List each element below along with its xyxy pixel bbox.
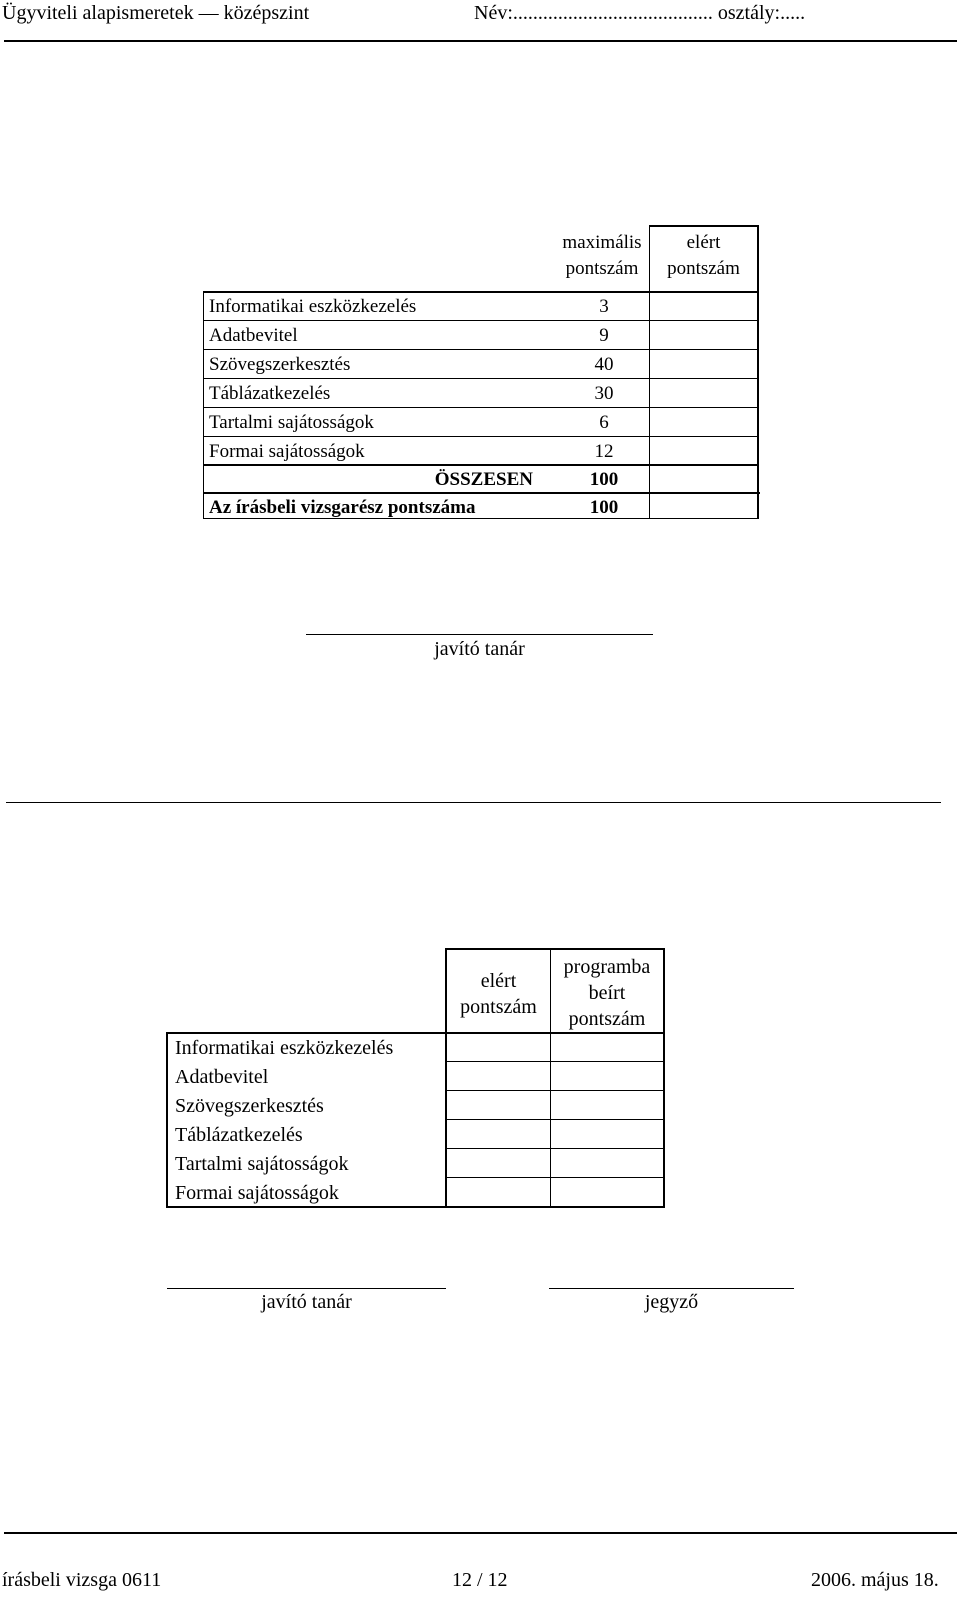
t2-header-program: programba beírt pontszám [563, 956, 651, 1030]
header-title: Ügyviteli alapismeretek — középszint [2, 2, 310, 24]
t1-row-sep [203, 436, 759, 437]
score-table [203, 225, 763, 525]
t1-row-label: Formai sajátosságok [209, 441, 365, 462]
t1-row-max: 30 [594, 383, 614, 404]
t1-row-sep [203, 349, 759, 350]
t2-row-sep [445, 1061, 665, 1062]
t1-row-sep [203, 378, 759, 379]
t1-written-max: 100 [589, 497, 619, 518]
t1-row-label: Adatbevitel [209, 325, 298, 346]
t2-row-sep [445, 1177, 665, 1178]
t1-row-max: 9 [599, 325, 609, 346]
t2-row-sep [166, 1032, 665, 1034]
footer-date: 2006. május 18. [811, 1569, 939, 1591]
signature-line [167, 1288, 446, 1289]
t2-border-left [166, 1032, 168, 1208]
t2-row-label: Adatbevitel [175, 1066, 269, 1088]
entry-table [166, 948, 666, 1208]
header-name-class: Név:........................................ osztály:..... [474, 2, 806, 24]
t2-row-sep [445, 1119, 665, 1120]
t2-row-sep [445, 1148, 665, 1149]
t1-border-top [649, 225, 759, 227]
t1-row-label: Szövegszerkesztés [209, 354, 351, 375]
t1-border-right [757, 225, 759, 519]
signature-line [549, 1288, 794, 1289]
footer-page-number: 12 / 12 [452, 1569, 508, 1591]
footer-exam-code: írásbeli vizsga 0611 [2, 1569, 162, 1591]
t2-border-top [445, 948, 665, 950]
t2-row-label: Formai sajátosságok [175, 1182, 339, 1204]
t1-row-sep [203, 291, 759, 293]
t1-total-label: ÖSSZESEN [434, 469, 533, 490]
t1-row-max: 3 [599, 296, 609, 317]
t1-header-achieved: elért pontszám [667, 232, 740, 279]
t1-row-sep [203, 407, 759, 408]
t1-row-sep [203, 320, 759, 321]
t2-row-label: Táblázatkezelés [175, 1124, 303, 1146]
t1-row-sep [203, 464, 759, 466]
t2-header-achieved: elért pontszám [460, 970, 537, 1018]
section-divider [6, 802, 941, 803]
t2-border-right [663, 948, 665, 1208]
t1-header-max: maximális pontszám [562, 232, 642, 279]
t1-row-sep [203, 492, 760, 494]
signature-label-teacher: javító tanár [434, 638, 525, 660]
t2-row-label: Tartalmi sajátosságok [175, 1153, 349, 1175]
t1-row-label: Tartalmi sajátosságok [209, 412, 374, 433]
t2-row-sep [445, 1090, 665, 1091]
t1-row-max: 6 [599, 412, 609, 433]
t2-row-label: Informatikai eszközkezelés [175, 1037, 394, 1059]
t1-row-max: 12 [594, 441, 614, 462]
t2-border-bottom [166, 1206, 665, 1208]
t1-total-max: 100 [589, 469, 619, 490]
t1-written-label: Az írásbeli vizsgarész pontszáma [209, 497, 476, 518]
footer-rule [4, 1532, 957, 1534]
signature-line [306, 634, 653, 635]
t1-row-label: Informatikai eszközkezelés [209, 296, 417, 317]
signature-label-teacher: javító tanár [261, 1291, 352, 1313]
signature-label-registrar: jegyző [644, 1291, 699, 1313]
t1-row-label: Táblázatkezelés [209, 383, 331, 404]
t1-row-max: 40 [594, 354, 614, 375]
t2-row-label: Szövegszerkesztés [175, 1095, 324, 1117]
header-rule [4, 40, 957, 42]
